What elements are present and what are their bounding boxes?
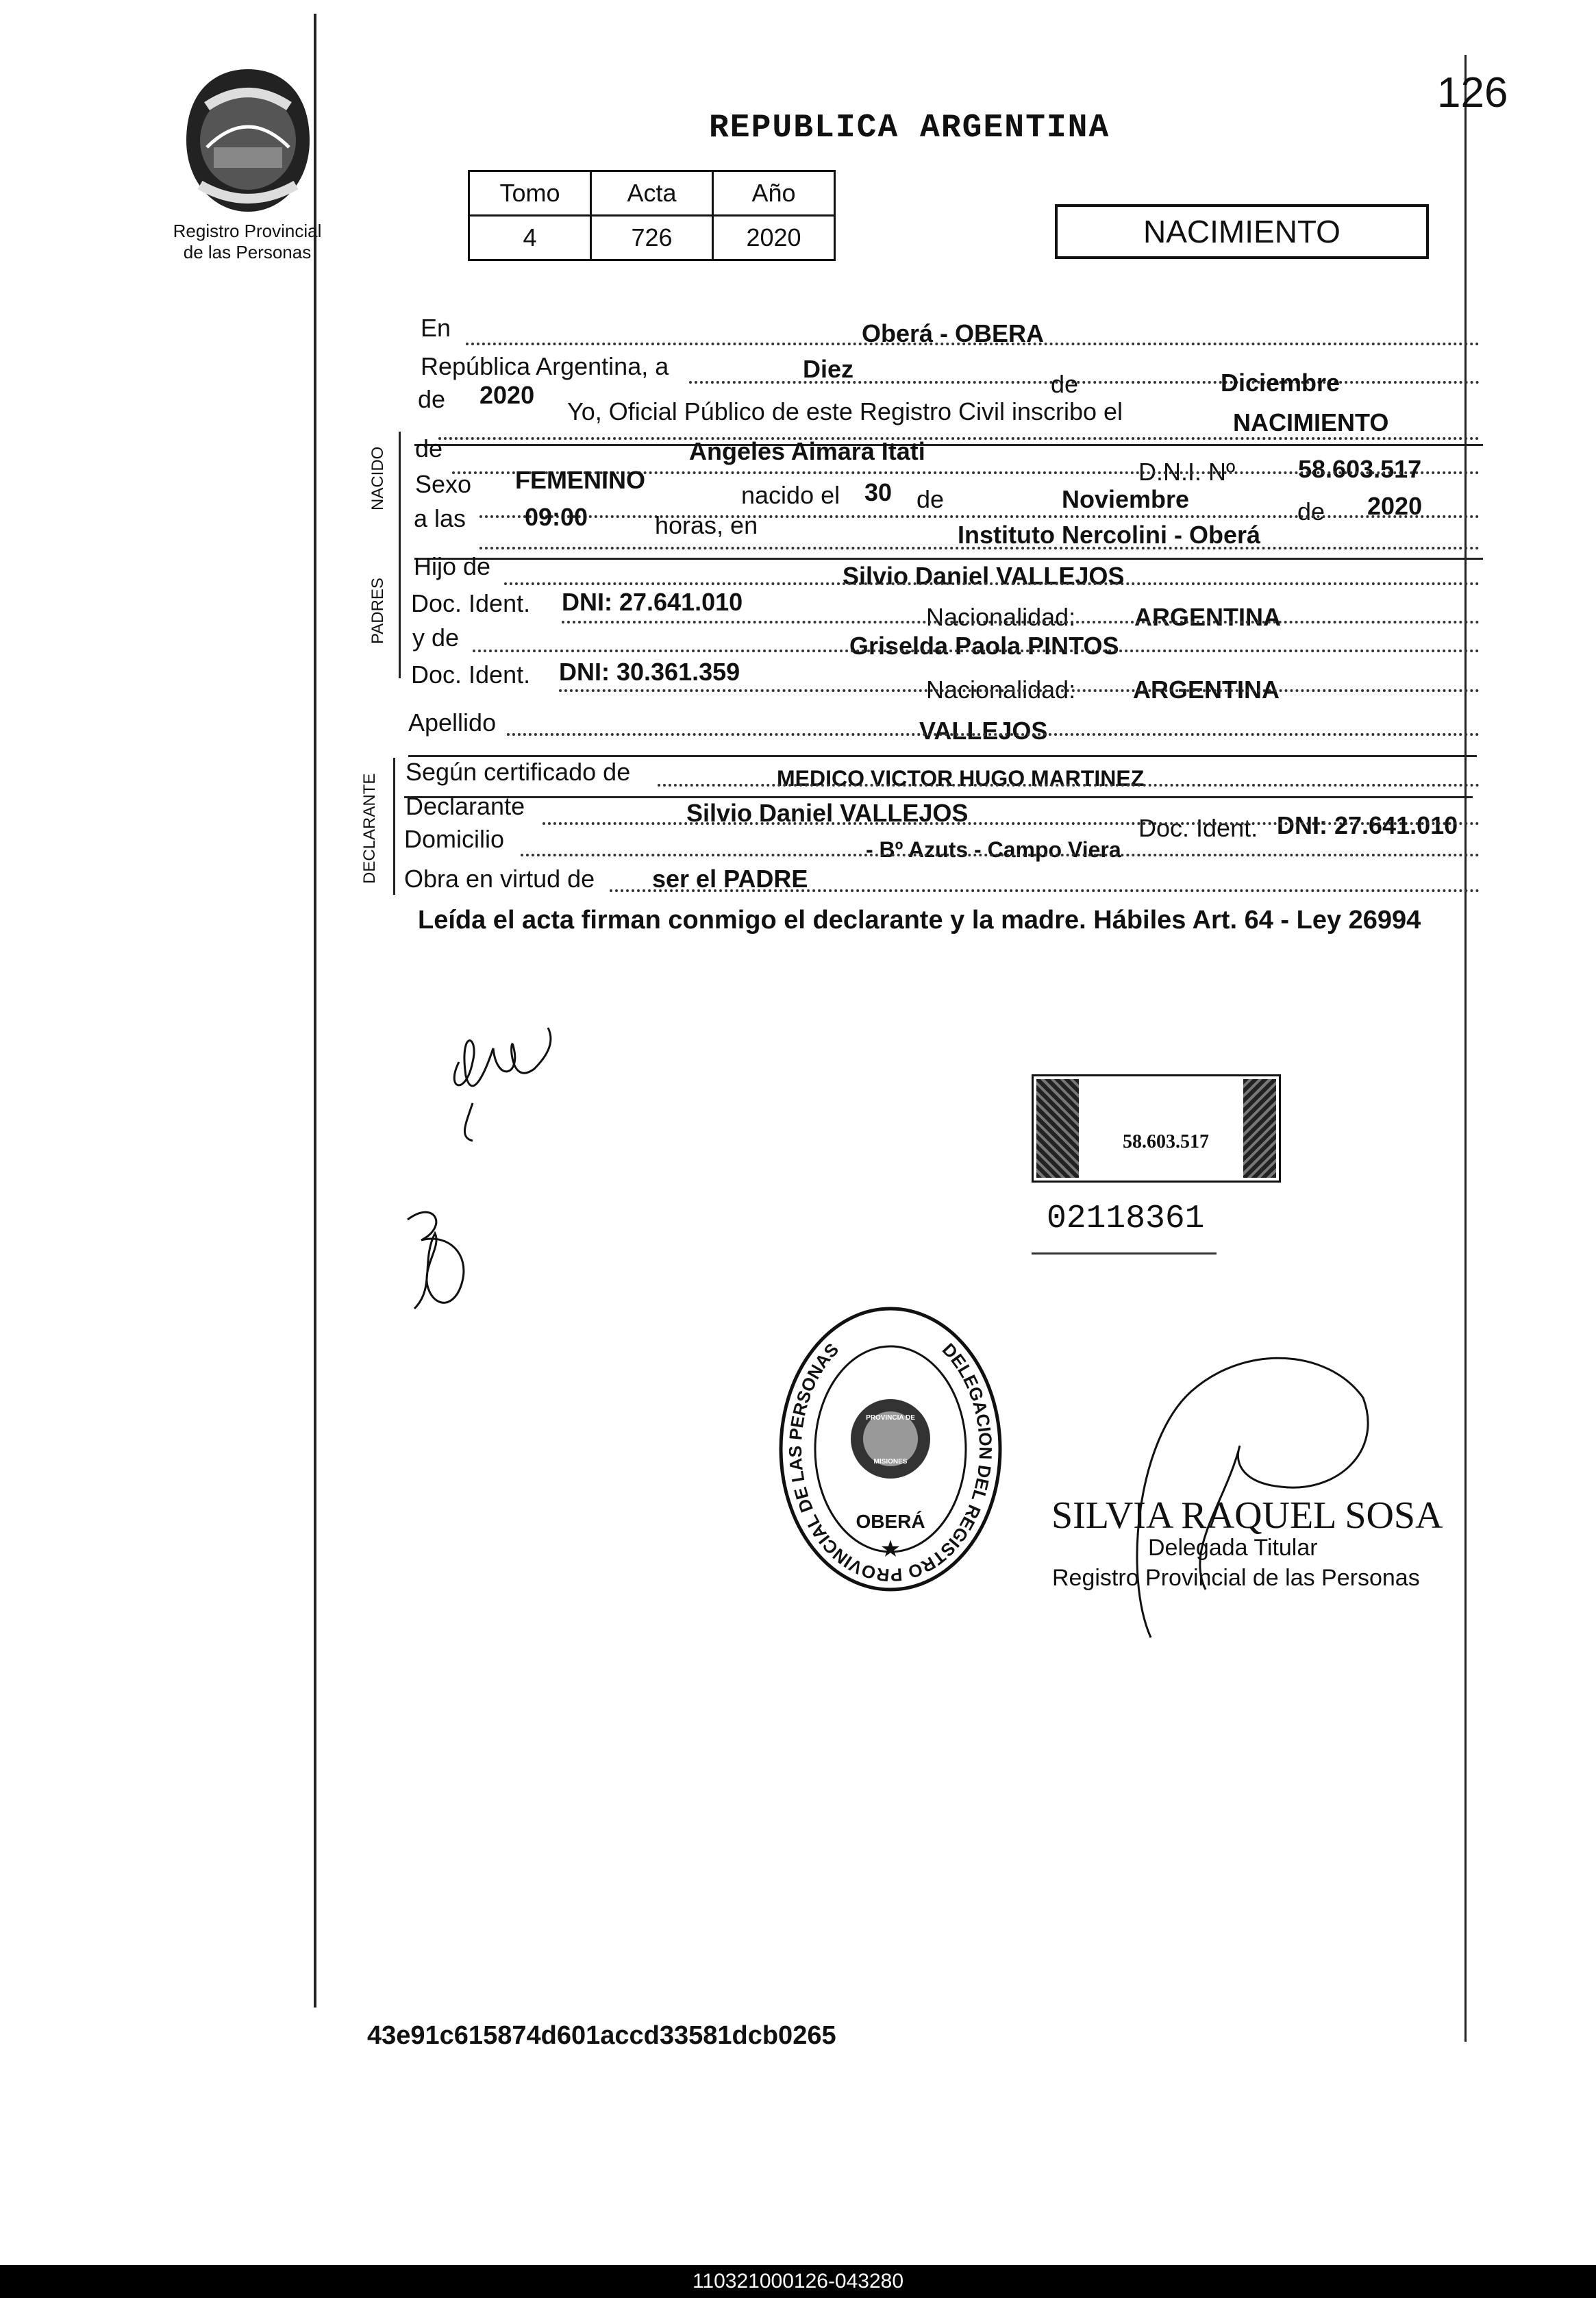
table-cell: 726 xyxy=(591,216,713,260)
yde-label: y de xyxy=(412,623,460,652)
oficial-text: Yo, Oficial Público de este Registro Civil inscribo el xyxy=(567,397,1123,425)
obra-label: Obra en virtud de xyxy=(404,865,595,893)
doc-label: Doc. Ident. xyxy=(411,589,531,617)
document-title: REPUBLICA ARGENTINA xyxy=(709,110,1110,147)
obra-value: ser el PADRE xyxy=(652,865,808,893)
intro-day: Diez xyxy=(803,355,854,383)
registry-name xyxy=(158,221,336,263)
mother-doc: DNI: 30.361.359 xyxy=(559,658,740,686)
birth-day: 30 xyxy=(864,478,893,506)
certificado-label: Según certificado de xyxy=(406,758,631,786)
table-cell: 2020 xyxy=(713,216,835,260)
mother-name: Griselda Paola PINTOS xyxy=(849,632,1119,660)
table-header: Tomo xyxy=(469,171,591,216)
nacionalidad-label: Nacionalidad: xyxy=(926,603,1076,631)
signatory-title: Delegada Titular xyxy=(1148,1535,1318,1561)
act-type-box: NACIMIENTO xyxy=(1055,204,1429,259)
dotted-line xyxy=(507,733,1480,736)
section-divider xyxy=(408,755,1477,757)
doc-label: Doc. Ident. xyxy=(411,660,531,689)
dotted-line xyxy=(658,784,1480,787)
padres-bracket xyxy=(399,569,401,678)
declarante-signature xyxy=(418,987,575,1144)
newborn-name: Angeles Aimara Itati xyxy=(689,437,925,465)
official-seal-icon xyxy=(774,1302,1007,1596)
footer-code: 110321000126-043280 xyxy=(0,2265,1596,2298)
declarante-name: Silvio Daniel VALLEJOS xyxy=(686,799,969,827)
left-margin-line xyxy=(314,14,316,2007)
mother-signature xyxy=(394,1192,490,1315)
de-label: de xyxy=(1051,370,1079,398)
horas-label: horas, en xyxy=(655,511,758,539)
svg-text:★: ★ xyxy=(880,1536,901,1562)
sexo-label: Sexo xyxy=(415,470,472,498)
newborn-dni: 58.603.517 xyxy=(1298,455,1422,483)
padres-label: PADRES xyxy=(369,578,387,644)
table-header: Acta xyxy=(591,171,713,216)
right-margin-line xyxy=(1464,55,1467,2042)
seal-emblem-bottom: MISIONES xyxy=(873,1458,908,1466)
registry-line-2: de las Personas xyxy=(183,242,312,262)
father-name: Silvio Daniel VALLEJOS xyxy=(843,562,1125,590)
nacido-label: NACIDO xyxy=(369,446,387,510)
birth-year: 2020 xyxy=(1367,492,1423,520)
serial-underline xyxy=(1032,1252,1217,1255)
newborn-sex: FEMENINO xyxy=(515,466,646,494)
intro-year: 2020 xyxy=(479,381,535,409)
dotted-line xyxy=(562,621,1480,623)
de-label: de xyxy=(415,434,443,462)
registry-line-1: Registro Provincial xyxy=(173,221,322,241)
declarante-doc: DNI: 27.641.010 xyxy=(1277,811,1458,839)
dotted-line xyxy=(479,547,1480,549)
de2-label: de xyxy=(418,385,446,413)
mother-nationality: ARGENTINA xyxy=(1133,676,1280,704)
section-divider xyxy=(414,558,1483,560)
dotted-line xyxy=(479,515,1480,518)
declarante-bracket xyxy=(393,758,395,895)
dni-label: D.N.I. Nº xyxy=(1138,458,1236,486)
domicilio-value: - Bº Azuts - Campo Viera xyxy=(866,837,1121,862)
legal-note: Leída el acta firman conmigo el declarante y la madre. Hábiles Art. 64 - Ley 26994 xyxy=(418,906,1421,935)
fingerprint-serial: 02118361 xyxy=(1047,1200,1205,1237)
dotted-line xyxy=(543,822,1480,825)
section-divider xyxy=(414,444,1483,446)
seal-emblem-top: PROVINCIA DE xyxy=(866,1414,915,1422)
fingerprint-right-icon xyxy=(1243,1079,1276,1178)
apellido-label: Apellido xyxy=(408,708,497,737)
record-table xyxy=(468,170,836,261)
dotted-line xyxy=(438,437,1480,440)
section-divider xyxy=(404,796,1473,798)
provincial-emblem-icon xyxy=(179,65,316,216)
page-number: 126 xyxy=(1437,69,1508,116)
fingerprint-dni: 58.603.517 xyxy=(1123,1131,1209,1152)
nacido-el-label: nacido el xyxy=(741,481,840,509)
intro-place: Oberá - OBERA xyxy=(862,319,1045,347)
dotted-line xyxy=(504,582,1480,585)
dotted-line xyxy=(559,689,1480,692)
declarante-field-label: Declarante xyxy=(406,792,525,820)
doc-label: Doc. Ident. xyxy=(1138,814,1258,842)
intro-month: Diciembre xyxy=(1221,369,1341,397)
dotted-line xyxy=(610,889,1480,892)
fingerprint-left-icon xyxy=(1036,1079,1079,1178)
dotted-line xyxy=(473,650,1480,652)
signatory-office: Registro Provincial de las Personas xyxy=(1052,1565,1420,1591)
table-header: Año xyxy=(713,171,835,216)
alas-label: a las xyxy=(414,504,466,532)
father-nationality: ARGENTINA xyxy=(1134,603,1281,631)
seal-ring-text: DELEGACION DEL REGISTRO PROVINCIAL DE LAS PERSONAS xyxy=(784,1339,997,1586)
birth-place: Instituto Nercolini - Oberá xyxy=(958,521,1261,549)
apellido-value: VALLEJOS xyxy=(919,717,1048,745)
signatory-name: SILVIA RAQUEL SOSA xyxy=(1051,1494,1443,1537)
intro-inscribe: NACIMIENTO xyxy=(1233,408,1389,436)
nacido-bracket xyxy=(399,432,401,569)
birth-time: 09:00 xyxy=(525,503,588,531)
seal-city: OBERÁ xyxy=(856,1511,925,1532)
nacionalidad-label: Nacionalidad: xyxy=(926,676,1076,704)
de-label: de xyxy=(1297,497,1325,526)
fingerprint-box xyxy=(1032,1074,1281,1183)
domicilio-label: Domicilio xyxy=(404,825,505,853)
declarante-label: DECLARANTE xyxy=(360,773,379,884)
de-label: de xyxy=(917,485,945,513)
document-hash: 43e91c615874d601accd33581dcb0265 xyxy=(367,2021,836,2050)
birth-month: Noviembre xyxy=(1062,485,1190,513)
certificado-value: MEDICO VICTOR HUGO MARTINEZ xyxy=(777,766,1145,791)
hijo-label: Hijo de xyxy=(414,552,491,580)
en-label: En xyxy=(421,314,451,342)
father-doc: DNI: 27.641.010 xyxy=(562,588,743,616)
table-cell: 4 xyxy=(469,216,591,260)
dotted-line xyxy=(521,854,1480,856)
republica-label: República Argentina, a xyxy=(421,352,669,380)
